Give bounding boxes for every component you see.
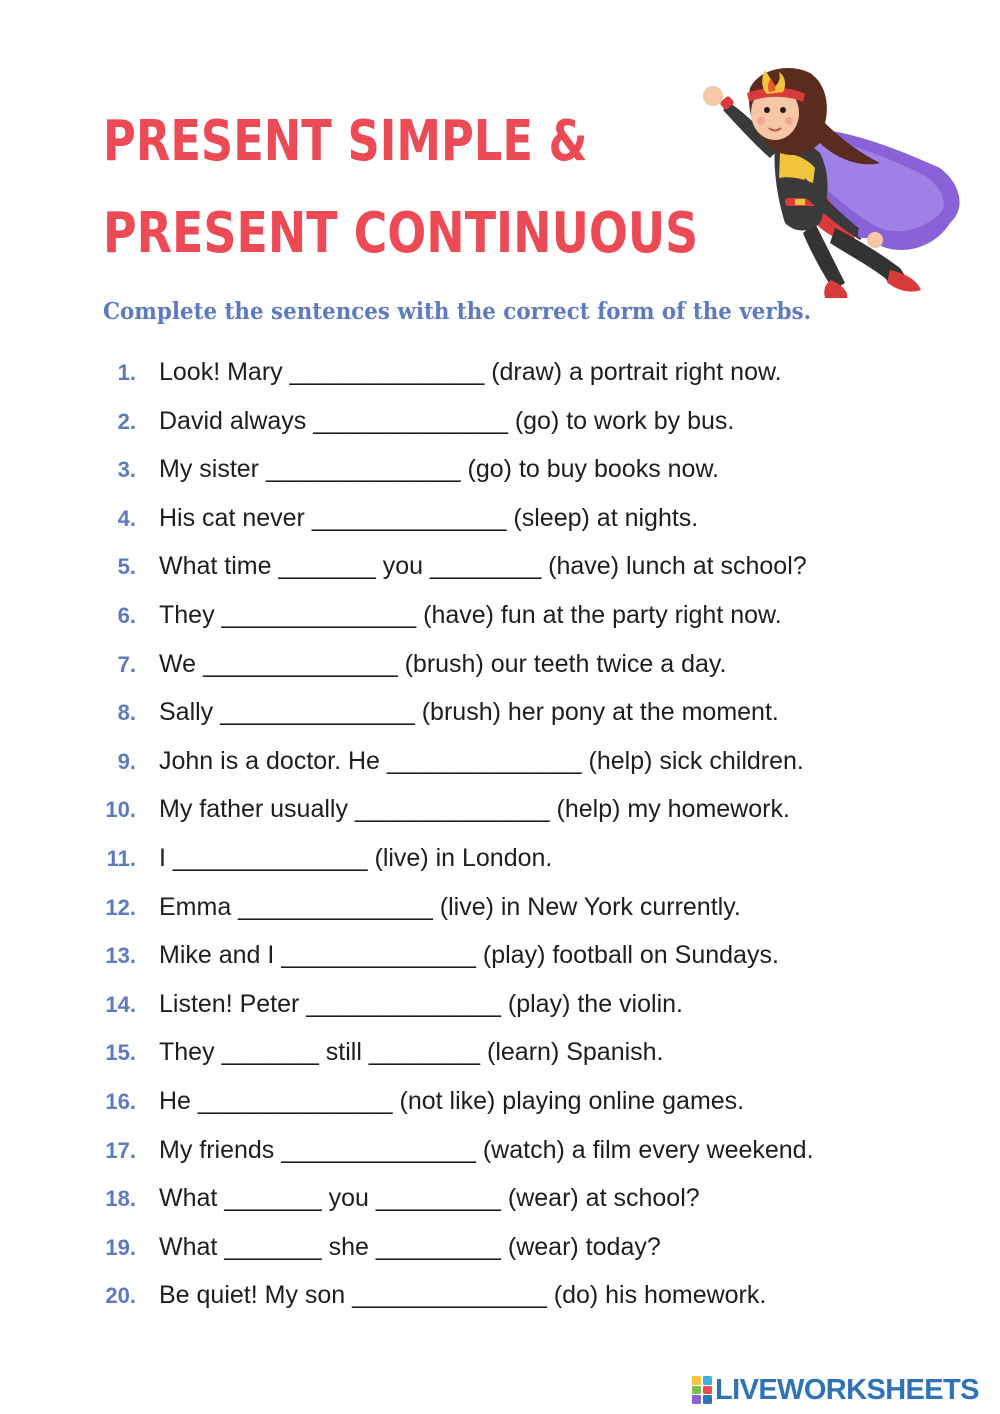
question-item xyxy=(0,885,1000,934)
liveworksheets-logo-icon xyxy=(692,1376,712,1404)
title-line-1: PRESENT SIMPLE & xyxy=(103,109,588,174)
question-text: Emma ______________ (live) in New York currently. xyxy=(159,892,741,921)
question-number: 2. xyxy=(117,408,136,434)
question-text: Listen! Peter ______________ (play) the violin. xyxy=(159,989,683,1018)
question-item xyxy=(0,1079,1000,1128)
question-item xyxy=(0,739,1000,788)
question-number: 11. xyxy=(106,845,136,871)
question-text: Mike and I ______________ (play) football on Sundays. xyxy=(159,941,779,970)
question-number: 18. xyxy=(105,1186,136,1212)
question-number: 1. xyxy=(117,360,136,385)
question-number: 3. xyxy=(117,457,136,483)
question-text: Sally ______________ (brush) her pony at the moment. xyxy=(159,698,779,727)
liveworksheets-logo xyxy=(692,1372,979,1408)
liveworksheets-wordmark: LIVEWORKSHEETS xyxy=(715,1373,979,1406)
question-item xyxy=(0,1225,1000,1274)
question-number: 8. xyxy=(117,700,136,726)
question-item xyxy=(0,1273,1000,1322)
question-number: 12. xyxy=(105,894,136,920)
question-item xyxy=(0,642,1000,691)
question-text: They _______ still ________ (learn) Spanish. xyxy=(159,1038,664,1067)
question-list xyxy=(0,350,1000,1322)
question-item xyxy=(0,1128,1000,1177)
question-number: 19. xyxy=(105,1234,136,1260)
superhero-girl-illustration xyxy=(695,58,970,298)
question-number: 15. xyxy=(105,1040,136,1066)
question-number: 7. xyxy=(117,651,136,677)
question-text: My friends ______________ (watch) a film every weekend. xyxy=(159,1135,814,1164)
question-text: His cat never ______________ (sleep) at nights. xyxy=(159,503,699,532)
question-text: My father usually ______________ (help) my homework. xyxy=(159,795,790,824)
question-text: What time _______ you ________ (have) lunch at school? xyxy=(159,552,807,581)
question-item xyxy=(0,593,1000,642)
question-text: They ______________ (have) fun at the party right now. xyxy=(159,600,782,629)
title-line-2: PRESENT CONTINUOUS xyxy=(103,201,699,266)
question-number: 20. xyxy=(105,1283,136,1309)
question-text: He ______________ (not like) playing online games. xyxy=(159,1086,745,1115)
question-item xyxy=(0,933,1000,982)
question-item xyxy=(0,544,1000,593)
question-text: My sister ______________ (go) to buy books now. xyxy=(159,455,720,484)
question-number: 4. xyxy=(117,505,136,531)
question-text: What _______ she _________ (wear) today? xyxy=(159,1232,661,1261)
question-number: 9. xyxy=(117,748,136,774)
question-text: Be quiet! My son ______________ (do) his homework. xyxy=(159,1281,767,1310)
question-item xyxy=(0,1030,1000,1079)
question-item xyxy=(0,447,1000,496)
question-item xyxy=(0,399,1000,448)
question-number: 6. xyxy=(117,602,136,628)
question-text: We ______________ (brush) our teeth twice a day. xyxy=(159,649,727,678)
question-item xyxy=(0,690,1000,739)
question-number: 17. xyxy=(105,1137,136,1163)
question-number: 13. xyxy=(105,943,136,969)
question-text: I ______________ (live) in London. xyxy=(159,843,553,872)
question-text: What _______ you _________ (wear) at school? xyxy=(159,1184,700,1213)
question-item xyxy=(0,1176,1000,1225)
question-text: Look! Mary ______________ (draw) a portrait right now. xyxy=(159,358,782,386)
question-number: 16. xyxy=(105,1088,136,1114)
question-item xyxy=(0,496,1000,545)
question-text: David always ______________ (go) to work by bus. xyxy=(159,406,735,435)
question-item xyxy=(0,982,1000,1031)
question-item xyxy=(0,350,1000,399)
question-number: 10. xyxy=(105,797,136,823)
question-text: John is a doctor. He ______________ (help) sick children. xyxy=(159,746,804,775)
question-item xyxy=(0,787,1000,836)
question-item xyxy=(0,836,1000,885)
instructions: Complete the sentences with the correct form of the verbs. xyxy=(103,298,812,325)
question-number: 14. xyxy=(105,991,136,1017)
question-number: 5. xyxy=(117,554,136,580)
